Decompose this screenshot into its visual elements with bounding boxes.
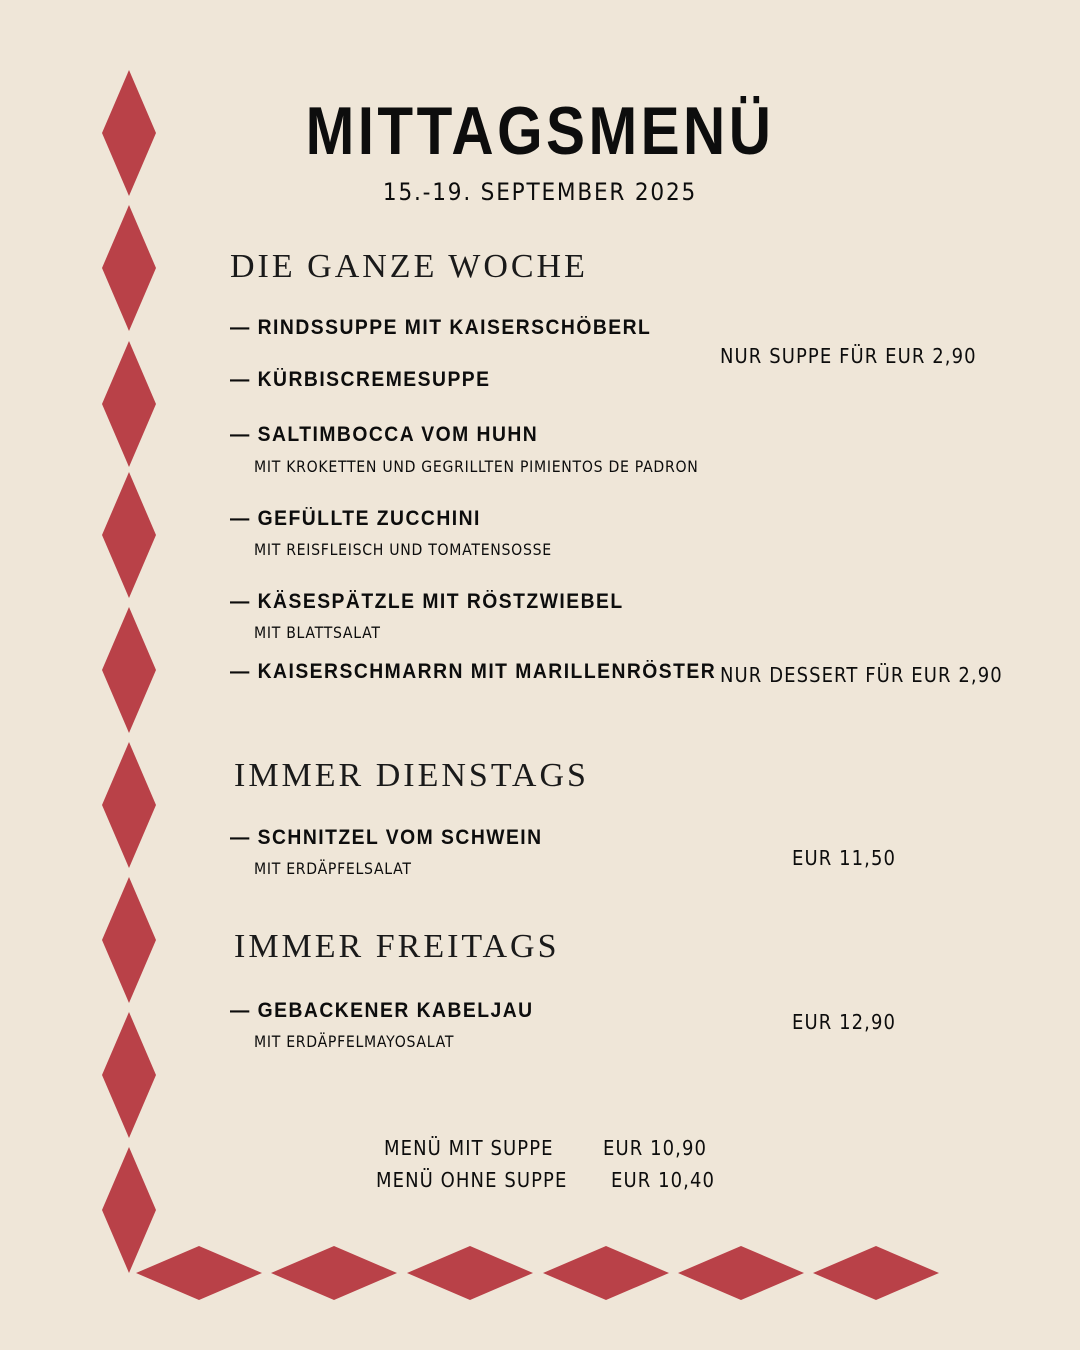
diamond-ornament xyxy=(813,1246,939,1300)
dish-name: — GEBACKENER KABELJAU xyxy=(230,999,534,1022)
dish-name: — KÄSESPÄTZLE MIT RÖSTZWIEBEL xyxy=(230,590,624,613)
page-title: MITTAGSMENÜ xyxy=(305,93,775,169)
section-heading-friday: IMMER FREITAGS xyxy=(234,928,560,965)
dish-name: — SCHNITZEL VOM SCHWEIN xyxy=(230,826,543,849)
dessert-only-price: NUR DESSERT FÜR EUR 2,90 xyxy=(720,663,1003,687)
dish-description: MIT KROKETTEN UND GEGRILLTEN PIMIENTOS DE PADRON xyxy=(254,457,699,476)
diamond-ornament xyxy=(102,607,156,733)
menu-without-soup-label: MENÜ OHNE SUPPE xyxy=(376,1168,568,1192)
diamond-ornament xyxy=(102,341,156,467)
diamond-ornament xyxy=(543,1246,669,1300)
dish-description: MIT REISFLEISCH UND TOMATENSOSSE xyxy=(254,540,552,559)
dish-name: — SALTIMBOCCA VOM HUHN xyxy=(230,423,539,446)
menu-with-soup-label: MENÜ MIT SUPPE xyxy=(384,1136,554,1160)
diamond-ornament xyxy=(136,1246,262,1300)
menu-without-soup-price: EUR 10,40 xyxy=(611,1168,716,1192)
diamond-ornament xyxy=(102,1012,156,1138)
dish-name: — KAISERSCHMARRN MIT MARILLENRÖSTER xyxy=(230,660,717,683)
section-heading-tuesday: IMMER DIENSTAGS xyxy=(234,757,589,794)
date-range: 15.-19. SEPTEMBER 2025 xyxy=(382,178,698,206)
dish-description: MIT ERDÄPFELMAYOSALAT xyxy=(254,1032,455,1051)
dish-price: EUR 11,50 xyxy=(792,846,897,870)
section-heading-week: DIE GANZE WOCHE xyxy=(230,248,588,285)
diamond-ornament xyxy=(102,1147,156,1273)
diamond-ornament xyxy=(102,205,156,331)
dish-description: MIT ERDÄPFELSALAT xyxy=(254,859,412,878)
diamond-ornament xyxy=(271,1246,397,1300)
dish-description: MIT BLATTSALAT xyxy=(254,623,381,642)
dish-price: EUR 12,90 xyxy=(792,1010,897,1034)
menu-with-soup-price: EUR 10,90 xyxy=(603,1136,708,1160)
diamond-ornament xyxy=(102,472,156,598)
diamond-ornament xyxy=(102,742,156,868)
diamond-ornament xyxy=(102,877,156,1003)
dish-name: — KÜRBISCREMESUPPE xyxy=(230,368,491,391)
diamond-ornament xyxy=(678,1246,804,1300)
soup-only-price: NUR SUPPE FÜR EUR 2,90 xyxy=(720,344,977,368)
dish-name: — GEFÜLLTE ZUCCHINI xyxy=(230,507,481,530)
dish-name: — RINDSSUPPE MIT KAISERSCHÖBERL xyxy=(230,316,652,339)
diamond-ornament xyxy=(407,1246,533,1300)
